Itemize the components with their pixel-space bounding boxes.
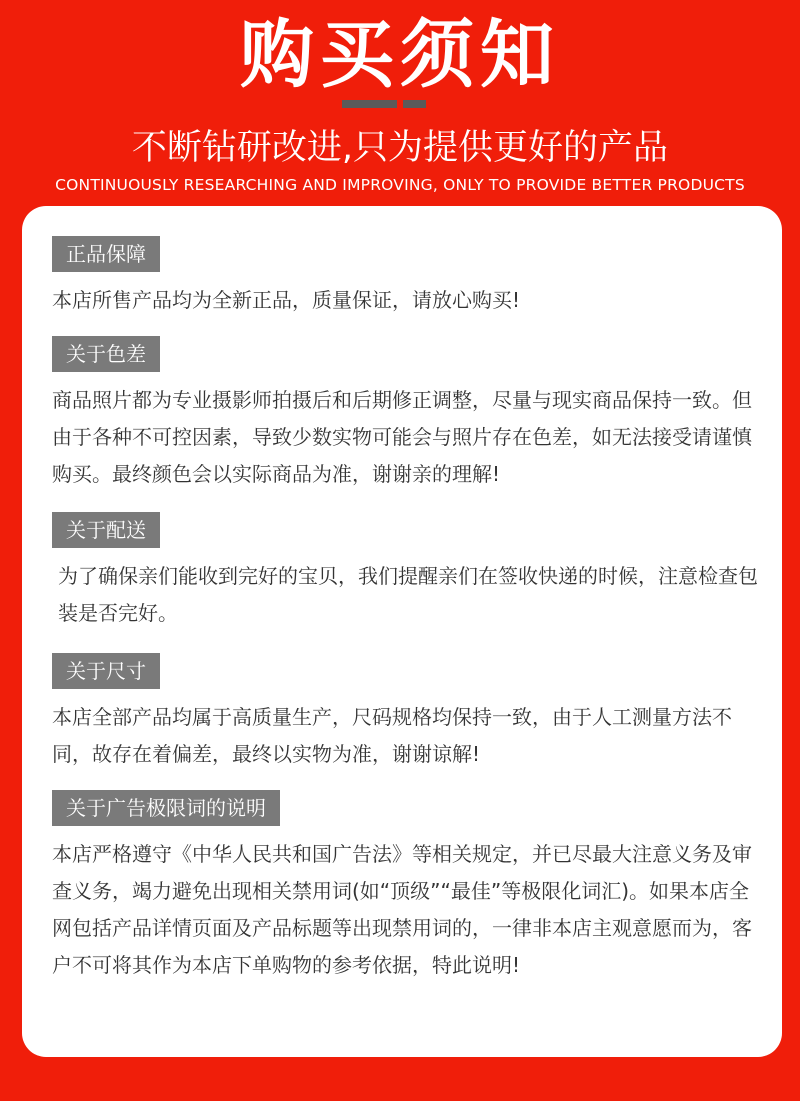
page-subtitle: 不断钻研改进,只为提供更好的产品 [131, 128, 669, 168]
section-authentic [52, 236, 762, 319]
section-heading: 关于配送 [52, 512, 160, 548]
page-subtitle-english: CONTINUOUSLY RESEARCHING AND IMPROVING, ONLY TO PROVIDE BETTER PRODUCTS [55, 176, 745, 194]
section-color-difference [52, 336, 762, 493]
section-heading: 关于广告极限词的说明 [52, 790, 280, 826]
title-underline [342, 100, 426, 108]
section-body: 商品照片都为专业摄影师拍摄后和后期修正调整，尽量与现实商品保持一致。但由于各种不可控因素，导致少数实物可能会与照片存在色差，如无法接受请谨慎购买。最终颜色会以实际商品为准，谢谢亲的理解! [52, 388, 752, 486]
section-body: 为了确保亲们能收到完好的宝贝，我们提醒亲们在签收快递的时候，注意检查包装是否完好。 [58, 564, 758, 625]
section-body: 本店严格遵守《中华人民共和国广告法》等相关规定，并已尽最大注意义务及审查义务，竭力避免出现相关禁用词(如“顶级”“最佳”等极限化词汇)。如果本店全网包括产品详情页面及产品标题等出现禁用词的，一律非本店主观意愿而为，客户不可将其作为本店下单购物的参考依据，特此说明! [52, 842, 752, 977]
title-underline-notch [397, 100, 403, 108]
page-title: 购买须知 [240, 12, 560, 98]
section-body: 本店所售产品均为全新正品，质量保证，请放心购买! [52, 288, 521, 312]
section-heading: 关于尺寸 [52, 653, 160, 689]
section-size [52, 653, 762, 773]
section-delivery [52, 512, 762, 632]
section-heading: 关于色差 [52, 336, 160, 372]
section-ad-law [52, 790, 762, 984]
section-heading: 正品保障 [52, 236, 160, 272]
notice-card [22, 206, 782, 1057]
section-body: 本店全部产品均属于高质量生产，尺码规格均保持一致，由于人工测量方法不同，故存在着偏差，最终以实物为准，谢谢谅解! [52, 705, 732, 766]
